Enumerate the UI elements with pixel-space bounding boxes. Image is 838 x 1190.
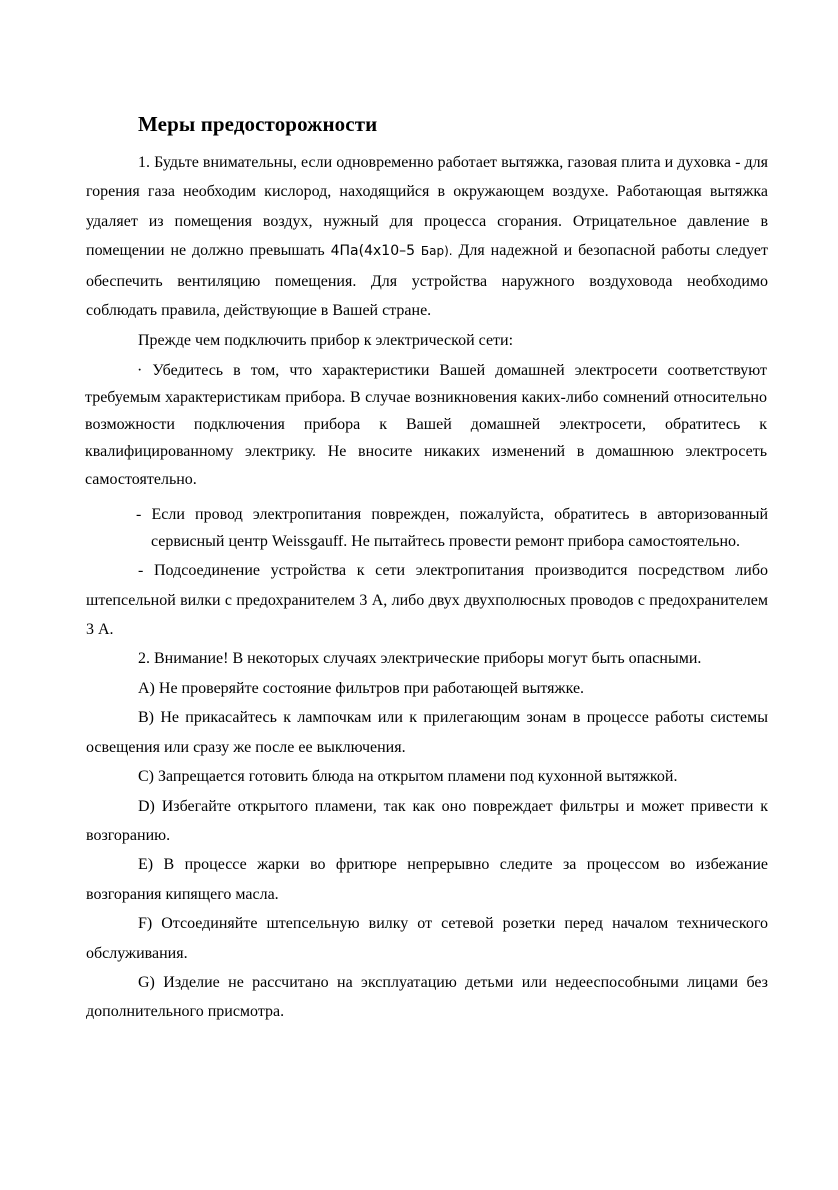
list-item: F) Отсоединяйте штепсельную вилку от сетевой розетки перед началом технического обслуживания. xyxy=(86,915,768,962)
bullet-check-network xyxy=(85,357,767,493)
list-item: D) Избегайте открытого пламени, так как оно повреждает фильтры и может привести к возгоранию. xyxy=(86,797,768,844)
paragraph-gas-warning xyxy=(86,148,768,325)
list-item: C) Запрещается готовить блюда на открытом пламени под кухонной вытяжкой. xyxy=(138,768,678,786)
list-item: G) Изделие не рассчитано на эксплуатацию детьми или недееспособными лицами без дополнительного присмотра. xyxy=(86,973,768,1021)
bullet-line: сервисный центр Weissgauff. Не пытайтесь провести ремонт прибора самостоятельно. xyxy=(151,533,741,551)
paragraph-text: Для надежной и безопасной работы следует обеспечить вентиляцию помещения. Для устройства наружного воздуховода необходимо соблюдать правила, действующие в Вашей стране. xyxy=(86,242,769,320)
list-item: E) В процессе жарки во фритюре непрерывно следите за процессом во избежание возгорания кипящего масла. xyxy=(86,856,768,903)
bullet-connection: - Подсоединение устройства к сети электропитания производится посредством либо штепсельной вилки с предохранителем 3 А, либо двух двухполюсных проводов с предохранителем 3 А. xyxy=(86,562,768,639)
paragraph-before-connect: Прежде чем подключить прибор к электрической сети: xyxy=(138,332,514,350)
paragraph-text: 1. Будьте внимательны, если одновременно работает вытяжка, газовая плита и духовка - для горения газа необходим кислород, находящийся в окружающем воздухе. Работающая вытяжка удаляет из помещения воздух, нужный для процесса сгорания. Отрицательное давление в помещении не должно превышать xyxy=(86,154,768,260)
document-body xyxy=(86,148,768,1027)
pressure-unit: Бар). xyxy=(420,244,453,259)
bullet-dash: · xyxy=(137,361,143,379)
bullet-damaged-cord xyxy=(86,501,768,555)
bullet-text: Убедитесь в том, что характеристики Вашей домашней электросети соответствуют требуемым характеристикам прибора. В случае возникновения каких-либо сомнений относительно возможности подключения прибора к Вашей домашней электросети, обратитесь к квалифицированному электрику. Не вносите никаких изменений в домашнюю электросеть самостоятельно. xyxy=(85,361,767,488)
paragraph-attention: 2. Внимание! В некоторых случаях электрические приборы могут быть опасными. xyxy=(138,650,702,668)
pressure-value: 4Па(4х10–5 xyxy=(330,243,416,260)
list-item: B) Не прикасайтесь к лампочкам или к прилегающим зонам в процессе работы системы освещения или сразу же после ее выключения. xyxy=(86,709,768,756)
bullet-line: - Если провод электропитания поврежден, пожалуйста, обратитесь в авторизованный xyxy=(136,505,768,523)
page-title: Меры предосторожности xyxy=(138,112,378,136)
list-item: A) Не проверяйте состояние фильтров при работающей вытяжке. xyxy=(138,679,585,697)
